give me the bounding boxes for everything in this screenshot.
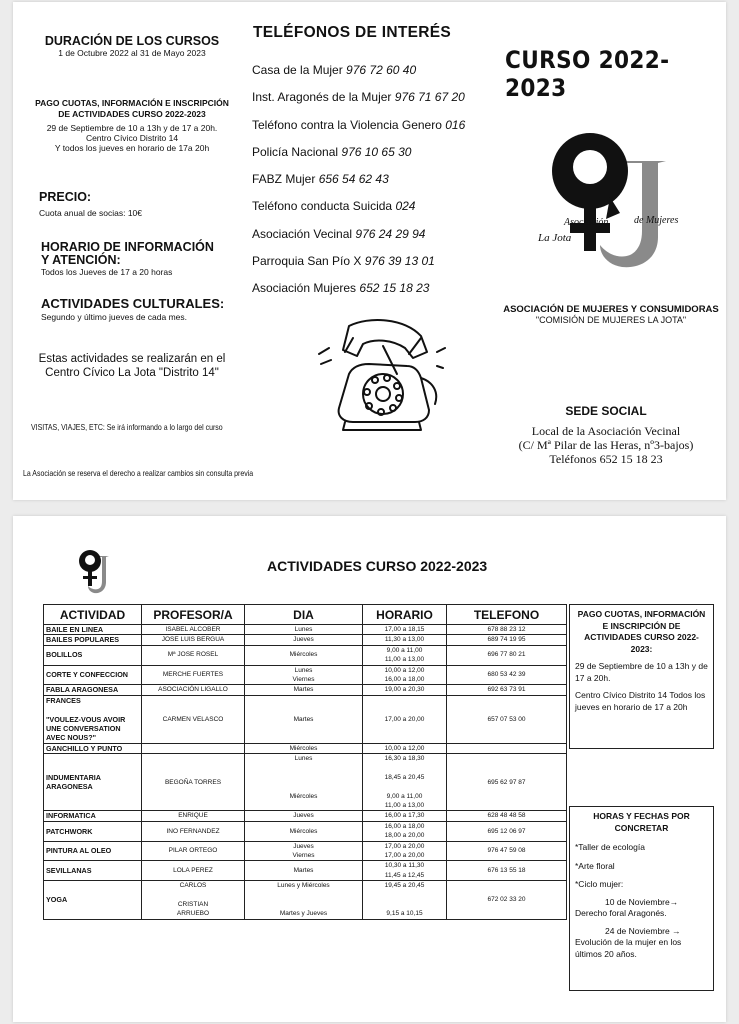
pago-info-box [569,604,714,749]
cell-line: 10,00 a 12,00 [384,744,425,752]
table-cell-telefono [447,743,567,753]
telefono-label: Casa de la Mujer [252,63,347,77]
table-row [44,635,567,645]
telefono-label: Teléfono contra la Violencia Genero [252,117,446,132]
table-cell-telefono [447,861,567,881]
association-line-1: ASOCIACIÓN DE MUJERES Y CONSUMIDORAS [503,304,719,315]
cell-line [144,891,242,900]
cell-line: 695 62 97 87 [487,778,526,786]
cell-line: 9,15 a 10,15 [386,910,423,918]
table-cell-dia [245,635,363,645]
cell-line: 676 13 55 18 [487,867,526,875]
activities-title: ACTIVIDADES CURSO 2022-2023 [267,558,488,574]
cell-line: GANCHILLO Y PUNTO [46,743,123,753]
table-cell-telefono [447,881,567,920]
horas-box-item: *Arte floral [575,860,615,871]
pago-box-title: PAGO CUOTAS, INFORMACIÓN E INSCRIPCIÓN DE ACTIVIDADES CURSO 2022-2023: [577,609,706,654]
table-header-row [44,605,567,625]
reserva-text: La Asociación se reserva el derecho a realizar cambios sin consulta previa [23,468,254,478]
table-row [44,625,567,635]
cell-line: ARRUEBO [176,910,210,918]
table-cell-telefono [447,645,567,665]
activities-page [13,516,726,1022]
sede-line-2: (C/ Mª Pilar de las Heras, nº3-bajos) [518,438,694,452]
telefono-label: Teléfono conducta Suicida [252,199,396,214]
cell-line: Lunes y Miércoles [277,882,330,890]
table-cell-profesor [142,754,245,811]
cell-line: Miércoles [289,651,318,659]
table-cell-telefono [447,811,567,821]
cell-line: UNE CONVERSATION [46,723,121,733]
cell-line: 16,00 a 18,00 [384,822,425,830]
association-line-2: "COMISIÓN DE MUJERES LA JOTA" [535,315,687,325]
cell-line: Martes y Jueves [279,910,328,918]
pago-box-p1: 29 de Septiembre de 10 a 13h y de 17 a 20h. [575,661,708,683]
cell-line [247,782,360,791]
horario-title-1: HORARIO DE INFORMACIÓN [41,240,214,254]
table-cell-telefono [447,695,567,743]
logo-text-1: Asociación [564,217,609,228]
cell-line: Jueves [293,636,314,644]
cell-line: BAILES POPULARES [46,635,120,645]
pago-title-2: DE ACTIVIDADES CURSO 2022-2023 [58,109,206,119]
cell-line: 657 07 53 00 [487,715,526,723]
header-telefono: TELEFONO [447,605,567,625]
table-row [44,821,567,841]
cell-line: 976 47 59 08 [487,847,526,855]
telefono-item [252,280,465,307]
telephone-illustration-icon [309,308,449,440]
precio-section [39,191,142,218]
telefono-number: 016 [445,117,466,132]
duracion-title: DURACIÓN DE LOS CURSOS [44,34,220,48]
activities-table [43,604,567,920]
telefono-number: 976 71 67 20 [394,90,465,105]
duracion-section [19,34,245,58]
table-row [44,645,567,665]
cell-line: 17,00 a 18,15 [384,626,425,633]
nota-section [19,352,245,380]
cell-line [144,744,242,753]
table-cell-dia [245,861,363,881]
table-row [44,861,567,881]
cell-line: 11,30 a 13,00 [384,636,425,644]
cell-line: 18,45 a 20,45 [384,773,425,781]
table-cell-profesor [142,811,245,821]
table-cell-telefono [447,685,567,695]
cell-line: 10,00 a 12,00 [384,666,425,674]
telefono-number: 976 24 29 94 [355,226,426,241]
table-cell-telefono [447,841,567,861]
table-cell-dia [245,841,363,861]
pago-section [19,98,245,153]
telefono-label: FABZ Mujer [252,172,319,187]
cell-line: CRISTIAN [177,900,209,908]
horas-box-item: 10 de Noviembre→ Derecho foral Aragonés. [575,896,679,918]
cell-line [247,801,360,810]
table-cell-dia [245,625,363,635]
table-cell-profesor [142,881,245,920]
cell-line: Mª JOSE ROSEL [167,651,219,659]
table-cell-profesor [142,841,245,861]
table-cell-telefono [447,635,567,645]
telefono-label: Policía Nacional [252,144,342,159]
cell-line: 17,00 a 20,00 [384,715,425,723]
table-cell-actividad [44,754,142,811]
cell-line: 18,00 a 20,00 [384,832,425,840]
table-cell-actividad [44,841,142,861]
telefono-item [252,171,465,198]
cell-line [46,705,139,714]
table-cell-actividad [44,821,142,841]
cell-line: INFORMATICA [46,811,96,821]
cell-line: ARAGONESA [46,782,93,792]
cell-line: FRANCES [46,695,81,705]
cell-line: 17,00 a 20,00 [384,851,425,859]
cell-line: Jueves [293,842,314,850]
association-name [499,304,723,325]
nota-line-2: Centro Cívico La Jota "Distrito 14" [45,367,219,379]
telefono-label: Asociación Vecinal [252,226,356,241]
table-cell-dia [245,685,363,695]
table-cell-horario [363,743,447,753]
pago-line-3: Y todos los jueves en horario de 17a 20h [54,143,210,153]
table-cell-actividad [44,881,142,920]
cell-line: Miércoles [289,827,318,835]
table-cell-dia [245,665,363,685]
cell-line: 692 63 73 91 [487,686,526,694]
cell-line: 11,45 a 12,45 [384,871,425,879]
cell-line: SEVILLANAS [46,866,92,876]
table-row [44,841,567,861]
table-row [44,881,567,920]
cell-line [247,763,360,772]
table-cell-profesor [142,635,245,645]
logo-text-2: de Mujeres [634,215,679,226]
telefono-label: Parroquia San Pío X [252,254,365,269]
horas-box-title: HORAS Y FECHAS POR CONCRETAR [593,811,690,833]
cell-line: Viernes [292,851,315,859]
telefonos-title: TELÉFONOS DE INTERÉS [253,24,452,41]
cell-line: Jueves [293,812,314,820]
telefono-item [252,62,465,89]
association-logo-small-icon [73,548,117,596]
table-cell-dia [245,881,363,920]
table-cell-horario [363,811,447,821]
telefono-item [252,226,465,253]
actividades-title: ACTIVIDADES CULTURALES: [41,296,225,311]
telefono-label: Asociación Mujeres [252,281,360,296]
cell-line: 16,00 a 17,30 [384,812,425,820]
telefono-item [252,253,465,280]
horas-box-item: *Ciclo mujer: [575,879,624,889]
pago-title-1: PAGO CUOTAS, INFORMACIÓN E INSCRIPCIÓN [35,98,229,108]
telefono-number: 652 15 18 23 [359,281,430,296]
telefono-label: Inst. Aragonés de la Mujer [252,90,395,105]
cell-line: 9,00 a 11,00 [386,792,423,800]
telefono-item [252,117,465,144]
cell-line: JOSE LUIS BERGUA [161,636,225,644]
cell-line: 19,00 a 20,30 [384,686,425,694]
cell-line: 9,00 a 11,00 [386,646,423,654]
cell-line: BEGOÑA TORRES [164,778,222,786]
table-cell-horario [363,821,447,841]
table-cell-horario [363,861,447,881]
table-cell-dia [245,754,363,811]
horas-box-item: *Taller de ecología [575,842,645,852]
cell-line: CORTE Y CONFECCION [46,670,128,680]
cell-line: Viernes [292,675,315,683]
cell-line: BAILE EN LINEA [46,625,104,634]
table-cell-dia [245,811,363,821]
table-cell-profesor [142,821,245,841]
table-cell-dia [245,743,363,753]
cell-line: 672 02 33 20 [487,896,526,904]
table-row [44,695,567,743]
cell-line: 678 88 23 12 [487,626,526,633]
cell-line: 11,00 a 13,00 [384,656,425,664]
association-logo-icon [528,127,708,277]
table-cell-actividad [44,743,142,753]
table-cell-telefono [447,625,567,635]
cell-line: "VOULEZ-VOUS AVOIR [46,714,126,724]
cell-line [247,900,360,909]
horario-section [41,241,214,277]
table-cell-actividad [44,685,142,695]
table-cell-profesor [142,861,245,881]
telefono-number: 024 [395,199,416,214]
cell-line: PATCHWORK [46,826,93,836]
telefonos-list [252,62,465,308]
cell-line: Martes [293,715,314,723]
cell-line: ENRIQUE [178,812,208,820]
cell-line: Miércoles [289,792,318,800]
sede-social [499,404,713,466]
cell-line: 695 12 06 97 [487,827,526,835]
table-row [44,811,567,821]
table-cell-telefono [447,665,567,685]
cell-line: 10,30 a 11,30 [384,862,425,870]
cell-line [365,782,444,791]
cell-line: YOGA [46,895,68,905]
horas-fechas-box [569,806,714,991]
table-cell-horario [363,841,447,861]
table-cell-profesor [142,665,245,685]
pago-line-1: 29 de Septiembre de 10 a 13h y de 17 a 20h. [46,123,218,133]
front-page [13,2,726,500]
cell-line [365,891,444,900]
table-row [44,665,567,685]
cell-line: 680 53 42 39 [487,671,526,679]
duracion-text: 1 de Octubre 2022 al 31 de Mayo 2023 [58,48,206,58]
cell-line: INO FERNANDEZ [166,827,220,835]
cell-line: INDUMENTARIA [46,772,101,782]
table-cell-horario [363,695,447,743]
table-cell-telefono [447,821,567,841]
cell-line: 17,00 a 20,00 [384,842,425,850]
telefono-number: 656 54 62 43 [318,172,389,187]
table-cell-profesor [142,743,245,753]
logo-text-3: La Jota [538,232,572,244]
cell-line: CARMEN VELASCO [162,715,224,723]
table-cell-dia [245,645,363,665]
cell-line [365,763,444,772]
telefono-item [252,198,465,225]
cell-line: Martes [293,867,314,875]
actividades-text: Segundo y último jueves de cada mes. [41,312,188,322]
cell-line: AVEC NOUS?" [46,733,96,743]
precio-title: PRECIO: [39,190,92,204]
cell-line: ISABEL ALCOBER [165,626,221,633]
pago-line-2: Centro Cívico Distrito 14 [85,133,179,143]
header-actividad: ACTIVIDAD [44,605,142,625]
cell-line [365,900,444,909]
visitas-note [31,422,265,432]
telefono-number: 976 10 65 30 [341,144,412,159]
cell-line: 19,45 a 20,45 [384,882,425,890]
table-cell-horario [363,635,447,645]
cell-line: PINTURA AL OLEO [46,846,112,856]
table-cell-profesor [142,645,245,665]
table-cell-dia [245,695,363,743]
curso-title: CURSO 2022-2023 [505,46,670,102]
table-cell-horario [363,754,447,811]
table-cell-horario [363,881,447,920]
cell-line: 16,00 a 18,00 [384,675,425,683]
table-row [44,743,567,753]
cell-line: Lunes [294,755,313,763]
telefono-item [252,144,465,171]
table-cell-actividad [44,861,142,881]
table-cell-horario [363,645,447,665]
header-horario: HORARIO [363,605,447,625]
cell-line: 628 48 48 58 [487,812,526,820]
table-cell-actividad [44,625,142,635]
table-cell-profesor [142,685,245,695]
cell-line: CARLOS [179,882,207,890]
cell-line: PILAR ORTEGO [168,847,218,855]
horas-box-item: 24 de Noviembre → Evolución de la mujer en los últimos 20 años. [575,925,682,959]
cell-line [247,773,360,782]
sede-title: SEDE SOCIAL [565,404,647,418]
cell-line: Lunes [294,666,313,674]
table-cell-actividad [44,695,142,743]
table-cell-profesor [142,695,245,743]
visitas-text: VISITAS, VIAJES, ETC: Se irá informando a lo largo del curso [31,422,223,432]
header-dia: DIA [245,605,363,625]
table-row [44,754,567,811]
cell-line: BOLILLOS [46,650,83,660]
header-profesor: PROFESOR/A [142,605,245,625]
table-cell-actividad [44,665,142,685]
telefono-item [252,89,465,116]
sede-line-3: Teléfonos 652 15 18 23 [549,452,663,466]
cell-line [247,891,360,900]
horario-text: Todos los Jueves de 17 a 20 horas [41,267,173,277]
cell-line: MERCHE FUERTES [162,671,224,679]
table-row [44,685,567,695]
cell-line: Martes [293,686,314,694]
cell-line: 696 77 80 21 [487,651,526,659]
table-cell-horario [363,625,447,635]
cell-line: 11,00 a 13,00 [384,802,425,810]
reserva-note [23,468,304,478]
cell-line: LOLA PEREZ [173,867,213,875]
cell-line: Miércoles [289,744,318,752]
cell-line: ASOCIACIÓN LIGALLO [158,686,228,694]
table-cell-actividad [44,811,142,821]
actividades-section [41,297,224,322]
cell-line: Lunes [294,626,313,633]
table-cell-actividad [44,645,142,665]
table-cell-horario [363,665,447,685]
sede-line-1: Local de la Asociación Vecinal [531,424,681,438]
table-cell-horario [363,685,447,695]
nota-line-1: Estas actividades se realizarán en el [38,353,226,365]
horario-title-2: Y ATENCIÓN: [41,253,121,267]
telefono-number: 976 39 13 01 [364,254,435,269]
pago-box-p2: Centro Cívico Distrito 14 Todos los jueves en horario de 17 a 20h [575,690,706,712]
table-cell-telefono [447,754,567,811]
cell-line [449,744,564,753]
table-cell-profesor [142,625,245,635]
table-cell-actividad [44,635,142,645]
table-cell-dia [245,821,363,841]
cell-line: FABLA ARAGONESA [46,685,119,695]
cell-line: 16,30 a 18,30 [384,755,425,763]
telefono-number: 976 72 60 40 [346,63,417,77]
cell-line: 689 74 19 95 [487,636,526,644]
precio-text: Cuota anual de socias: 10€ [39,208,143,218]
